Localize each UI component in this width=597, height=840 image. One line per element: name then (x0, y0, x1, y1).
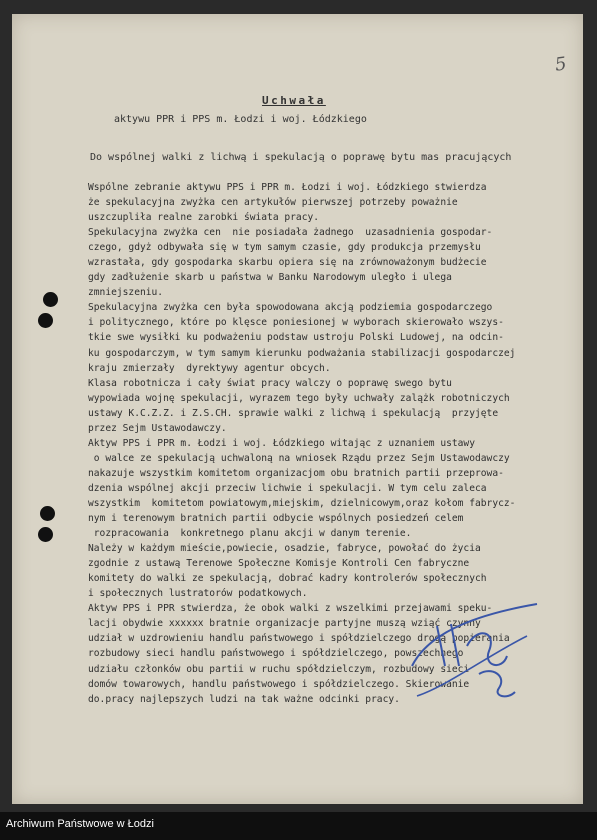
body-line: gdy zadłużenie skarb u państwa w Banku Narodowym uległo i ulega (88, 272, 452, 284)
body-line: lacji obydwie xxxxxx bratnie organizacje partyjne muszą wziąć czynny (88, 618, 481, 630)
punch-hole (38, 527, 53, 542)
body-line: wszystkim komitetom powiatowym,miejskim, dzielnicowym,oraz kołom fabrycz- (88, 497, 516, 509)
body-line: rozpracowania konkretnego planu akcji w danym terenie. (88, 528, 412, 540)
body-line: Aktyw PPS i PPR m. Łodzi i woj. Łódzkiego witając z uznaniem ustawy (88, 437, 475, 449)
body-line: przez Sejm Ustawodawczy. (88, 422, 227, 434)
body-line: zmniejszeniu. (88, 287, 164, 299)
body-line: Aktyw PPS i PPR stwierdza, że obok walki z wszelkimi przejawami speku- (88, 603, 493, 615)
punch-hole (40, 506, 55, 521)
body-line: nakazuje wszystkim komitetom organizacjom obu bratnich partii przeprowa- (88, 467, 504, 479)
body-line: ku gospodarczym, w tym samym kierunku podważania stabilizacji gospodarczej (88, 347, 516, 359)
body-line: Należy w każdym mieście,powiecie, osadzie, fabryce, powołać do życia (88, 543, 481, 555)
body-line: wypowiada wojnę spekulacji, wyrazem tego były uchwały zalążk robotniczych (88, 392, 510, 404)
body-line: kraju zmierzały dyrektywy agentur obcych. (88, 362, 331, 374)
body-line: i społecznych lustratorów podatkowych. (88, 588, 308, 600)
body-line: domów towarowych, handlu państwowego i spółdzielczego. Skierowanie (88, 678, 470, 690)
document-subtitle: aktywu PPR i PPS m. Łodzi i woj. Łódzkiego (114, 114, 367, 125)
body-line: Klasa robotnicza i cały świat pracy walczy o poprawę swego bytu (88, 377, 452, 389)
archive-footer (0, 812, 597, 840)
handwritten-annotation (407, 596, 547, 706)
document-page (12, 14, 583, 804)
body-line: udziału członków obu partii w ruchu spółdzielczym, rozbudowy sieci (88, 663, 470, 675)
body-line: udział w uzdrowieniu handlu państwowego i spółdzielczego drogą popierania (88, 633, 510, 645)
body-line: nym i terenowym bratnich partii odbycie wspólnych posiedzeń celem (88, 513, 464, 525)
body-line: tkie swe wysiłki ku podważeniu podstaw ustroju Polski Ludowej, na odcin- (88, 332, 504, 344)
body-line: czego, gdyż odbywała się w tym samym czasie, gdy produkcja przemysłu (88, 242, 481, 254)
archive-name: Archiwum Państwowe w Łodzi (6, 818, 154, 830)
document-title: Uchwała (262, 94, 326, 107)
punch-hole (43, 292, 58, 307)
body-line: ustawy K.C.Z.Z. i Z.S.CH. sprawie walki z lichwą i spekulacją przyjęte (88, 407, 499, 419)
body-line: o walce ze spekulacją uchwaloną na wniosek Rządu przez Sejm Ustawodawczy (88, 452, 510, 464)
document-heading: Do wspólnej walki z lichwą i spekulacją o poprawę bytu mas pracujących (90, 152, 512, 163)
page-number: 5 (553, 53, 568, 76)
body-line: że spekulacyjna zwyżka cen artykułów pierwszej potrzeby poważnie (88, 197, 458, 209)
body-line: Spekulacyjna zwyżka cen była spowodowana akcją podziemia gospodarczego (88, 302, 493, 314)
body-line: komitety do walki ze spekulacją, dobrać kadry kontrolerów społecznych (88, 573, 487, 585)
body-line: dzenia wspólnej akcji przeciw lichwie i spekulacji. W tym celu zaleca (88, 482, 487, 494)
punch-hole (38, 313, 53, 328)
body-line: uszczupliła realne zarobki świata pracy. (88, 212, 320, 224)
body-line: wzrastała, gdy gospodarka skarbu opiera się na zrównoważonym budżecie (88, 257, 487, 269)
body-line: rozbudowy sieci handlu państwowego i spółdzielczego, powszechnego (88, 648, 464, 660)
body-line: i politycznego, które po klęsce poniesionej w wyborach skierowało wszys- (88, 317, 504, 329)
body-line: Spekulacyjna zwyżka cen nie posiadała żadnego uzasadnienia gospodar- (88, 227, 493, 239)
body-line: Wspólne zebranie aktywu PPS i PPR m. Łodzi i woj. Łódzkiego stwierdza (88, 182, 487, 193)
body-line: do.pracy najlepszych ludzi na tak ważne odcinki pracy. (88, 693, 400, 705)
body-line: zgodnie z ustawą Terenowe Społeczne Komisje Kontroli Cen fabryczne (88, 558, 470, 570)
